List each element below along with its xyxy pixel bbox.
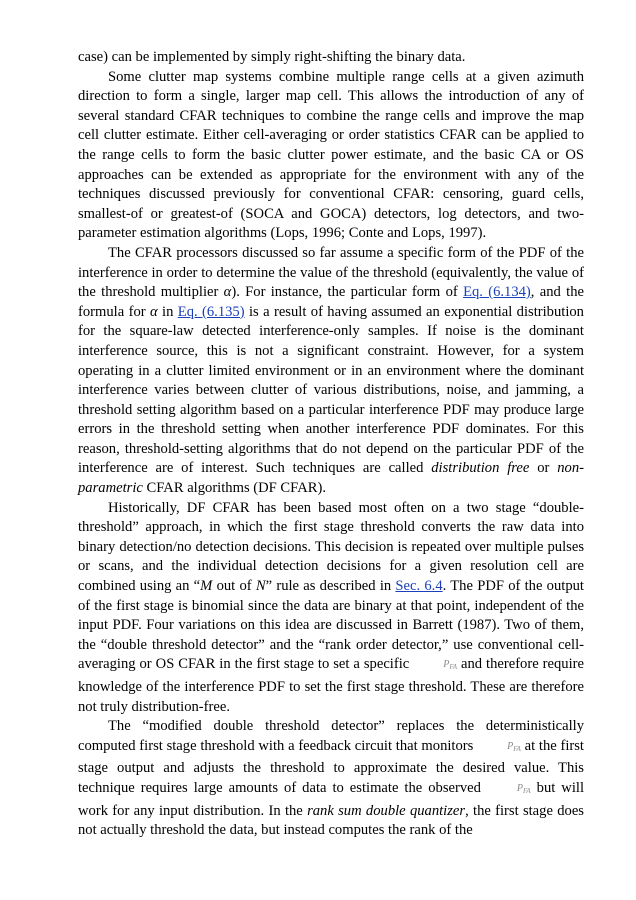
term-rank-sum-double-quantizer: rank sum double quantizer [307,802,466,819]
pfa-letter: P [507,740,514,752]
equation-link-6-135[interactable]: Eq. (6.135) [177,303,245,320]
alpha-symbol: α [223,284,232,301]
pfa-symbol [487,779,531,802]
alpha-symbol: α [149,303,158,320]
paragraph-clutter-map [78,68,584,244]
text: The “modified double threshold detector” replaces the deterministically computed first stage threshold with a feedback circuit that monitors [78,718,584,754]
section-link-6-4[interactable]: Sec. 6.4 [395,578,443,595]
text: Historically, DF CFAR has been based most often on a two stage “double-threshold” approach, in which the first stage threshold converts the raw data into binary detection/no detection decisions. This decision is repeated over multiple pulses or scans, and the individual detection decisions for a given resolution cell are combined using an “ [78,499,584,595]
text: Some clutter map systems combine multiple range cells at a given azimuth direction to form a single, larger map cell. This allows the introduction of any of several standard CFAR techniques to combine the range cells and improve the map cell clutter estimate. Either cell-averaging or order statistics CFAR can be applied to the range cells to form the basic clutter power estimate, and the basic CA or OS approaches can be extended as appropriate for the environment with any of the techniques discussed previously for conventional CFAR: censoring, guard cells, smallest-of or greatest-of (SOCA and GOCA) detectors, log detectors, and two-parameter estimation algorithms (Lops, 1996; Conte and Lops, 1997). [78,68,584,242]
pfa-symbol [413,655,457,678]
text: , and the formula for [78,284,584,320]
paragraph-modified-double-threshold [78,717,584,841]
pfa-subscript: FA [449,663,457,672]
pfa-subscript: FA [513,744,521,753]
pfa-subscript: FA [523,786,531,795]
text: ). For instance, the particular form of [231,284,464,301]
term-distribution-free: distribution free [431,460,530,477]
paragraph-cfar-pdf [78,244,584,499]
paragraph-continuation [78,48,584,68]
text: at the first stage output and adjusts the threshold to approximate the desired value. This technique requires large amounts of data to estimate the observed [78,737,584,796]
text: out of [212,578,256,595]
text: is a result of having assumed an exponential distribution for the square-law detected interference-only samples. If noise is the dominant interference source, this is not a significant constraint. However, for a system operating in a clutter limited environment or in an environment where the dominant interference varies between clutter of various distributions, noise, and jamming, a threshold setting algorithm based on a particular interference PDF may produce large errors in the threshold setting when another interference PDF dominates. For this reason, threshold-setting algorithms that do not depend on the particular PDF of the interference are of interest. Such techniques are called [78,303,584,477]
text: ” rule as described in [265,578,396,595]
text: case) can be implemented by simply right-shifting the binary data. [78,49,466,65]
text: CFAR algorithms (DF CFAR). [142,480,326,497]
paragraph-df-cfar [78,499,584,718]
text: , the first stage does not actually threshold the data, but instead computes the rank of the [78,802,584,839]
text: or [529,460,558,477]
pfa-symbol [477,737,521,760]
text: The CFAR processors discussed so far assume a specific form of the PDF of the interference in order to determine the value of the threshold (equivalently, the value of the threshold multiplier [78,244,584,301]
equation-link-6-134[interactable]: Eq. (6.134) [463,284,531,301]
term-non-parametric: non-parametric [78,460,584,497]
document-page [78,48,584,841]
text: . The PDF of the output of the first stage is binomial since the data are binary at that point, independent of the input PDF. Four variations on this idea are discussed in Barrett (1987). Two of them, the “double threshold detector” and the “rank order detector,” use conventional cell-averaging or OS CFAR in the first stage to set a specific [78,578,584,673]
symbol-m: M [200,578,213,595]
text: in [157,303,178,320]
pfa-letter: P [443,659,450,671]
text: and therefore require knowledge of the interference PDF to set the first stage threshold. These are therefore not truly distribution-free. [78,656,584,715]
symbol-n: N [255,578,266,595]
text: but will work for any input distribution. In the [78,779,584,819]
pfa-letter: P [516,782,524,794]
